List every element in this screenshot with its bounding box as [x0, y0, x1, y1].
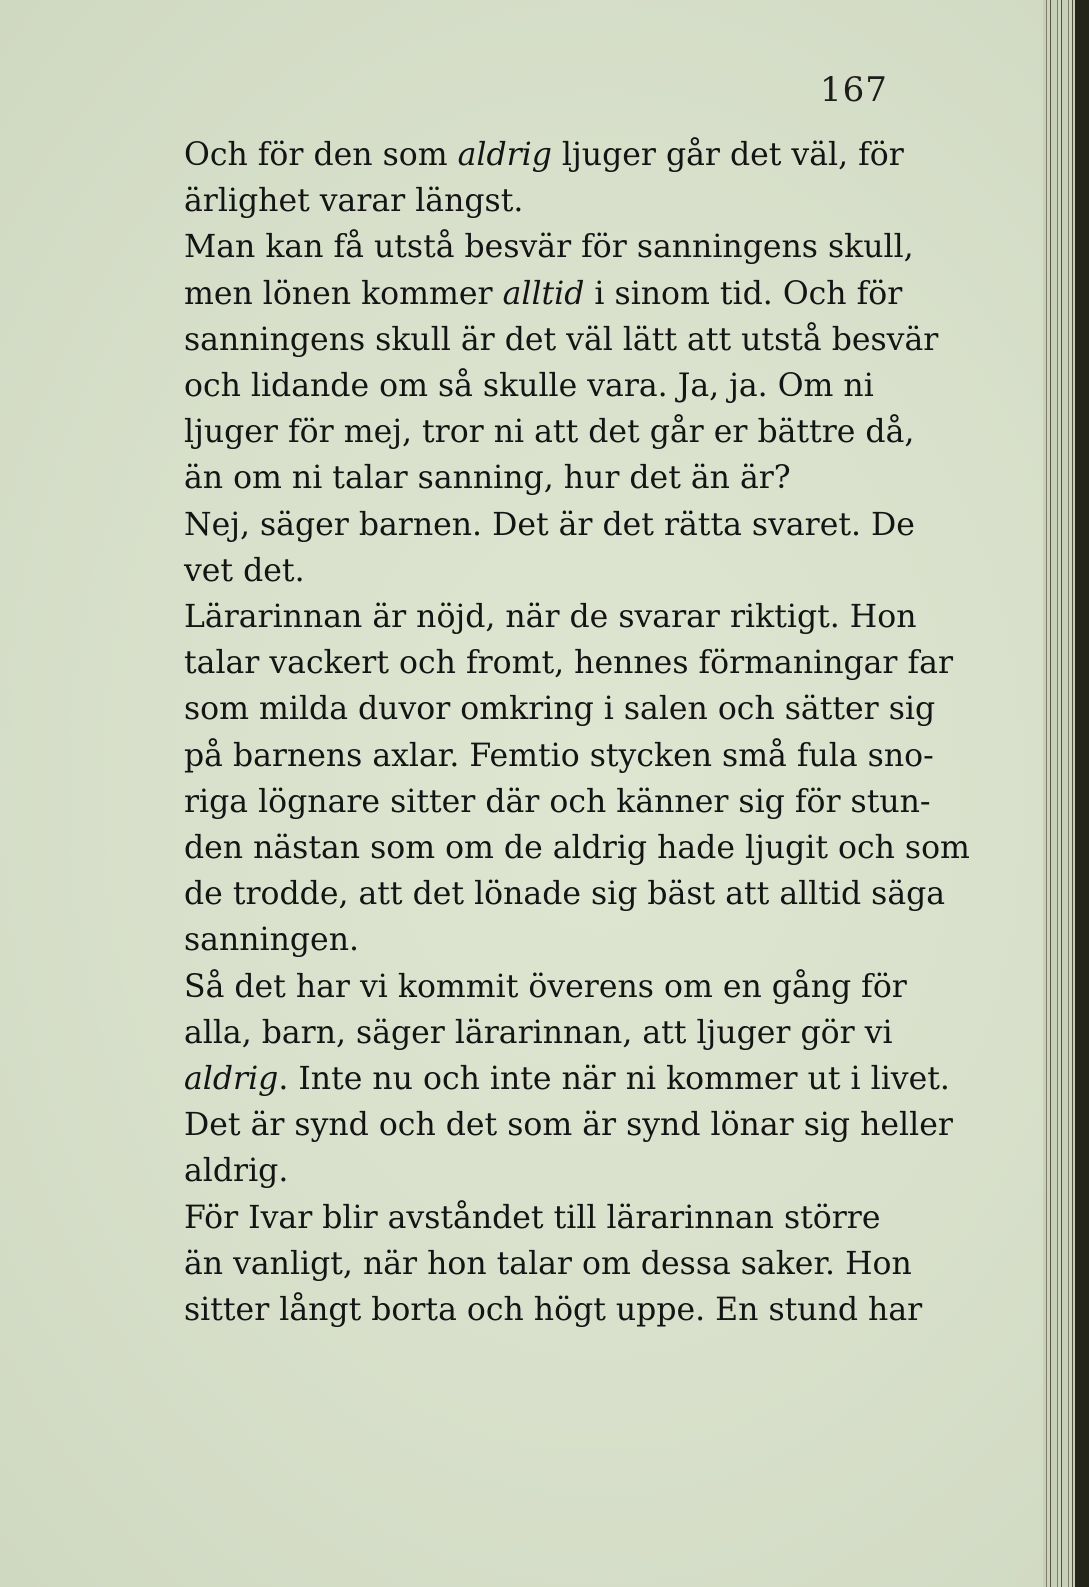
text-line: och lidande om så skulle vara. Ja, ja. Om ni — [184, 368, 874, 405]
emphasized-word: aldrig — [457, 137, 552, 173]
text-line: som milda duvor omkring i salen och sätter sig — [184, 691, 936, 728]
text-line: den nästan som om de aldrig hade ljugit och som — [184, 830, 970, 867]
text-line: riga lögnare sitter där och känner sig för stun- — [184, 783, 931, 820]
paragraph — [148, 224, 939, 501]
emphasized-word: alltid — [502, 275, 585, 312]
body-text — [148, 132, 970, 1333]
text-line: än vanligt, när hon talar om dessa saker. Hon — [184, 1245, 912, 1282]
text-line: Man kan få utstå besvär för sanningens skull, — [184, 229, 914, 266]
text-line: de trodde, att det lönade sig bäst att alltid säga — [184, 876, 946, 913]
text-line: ljuger för mej, tror ni att det går er bättre då, — [184, 414, 915, 451]
text-line: aldrig. — [184, 1153, 289, 1190]
text-line: talar vackert och fromt, hennes förmaningar far — [184, 645, 953, 682]
text-line: sanningen. — [184, 922, 359, 959]
paragraph — [148, 502, 915, 594]
text-line: ärlighet varar längst. — [184, 183, 524, 220]
spine-shadow — [1075, 0, 1089, 1587]
paragraph — [148, 132, 904, 224]
paragraph — [148, 594, 970, 964]
text-line: Lärarinnan är nöjd, när de svarar riktigt. Hon — [184, 599, 917, 636]
paragraph — [148, 1195, 923, 1334]
text-line: men lönen kommer alltid i sinom tid. Och för — [184, 275, 903, 312]
text-line: Så det har vi kommit överens om en gång för — [184, 968, 907, 1005]
text-line: alla, barn, säger lärarinnan, att ljuger gör vi — [184, 1014, 893, 1051]
text-line: sitter långt borta och högt uppe. En stund har — [184, 1292, 923, 1329]
text-line: än om ni talar sanning, hur det än är? — [184, 460, 791, 497]
text-line: Nej, säger barnen. Det är det rätta svaret. De — [184, 506, 915, 543]
text-line: För Ivar blir avståndet till lärarinnan större — [184, 1199, 881, 1236]
paragraph — [148, 964, 953, 1195]
emphasized-word: aldrig — [184, 1061, 279, 1098]
text-line: sanningens skull är det väl lätt att utstå besvär — [184, 321, 939, 358]
page-number: 167 — [820, 70, 888, 110]
text-line: Och för den som aldrig ljuger går det väl, för — [184, 137, 904, 173]
text-line: Det är synd och det som är synd lönar sig heller — [184, 1107, 953, 1144]
text-line: aldrig. Inte nu och inte när ni kommer ut i livet. — [184, 1061, 950, 1098]
text-line: på barnens axlar. Femtio stycken små fula sno- — [184, 737, 934, 774]
text-line: vet det. — [184, 552, 305, 589]
